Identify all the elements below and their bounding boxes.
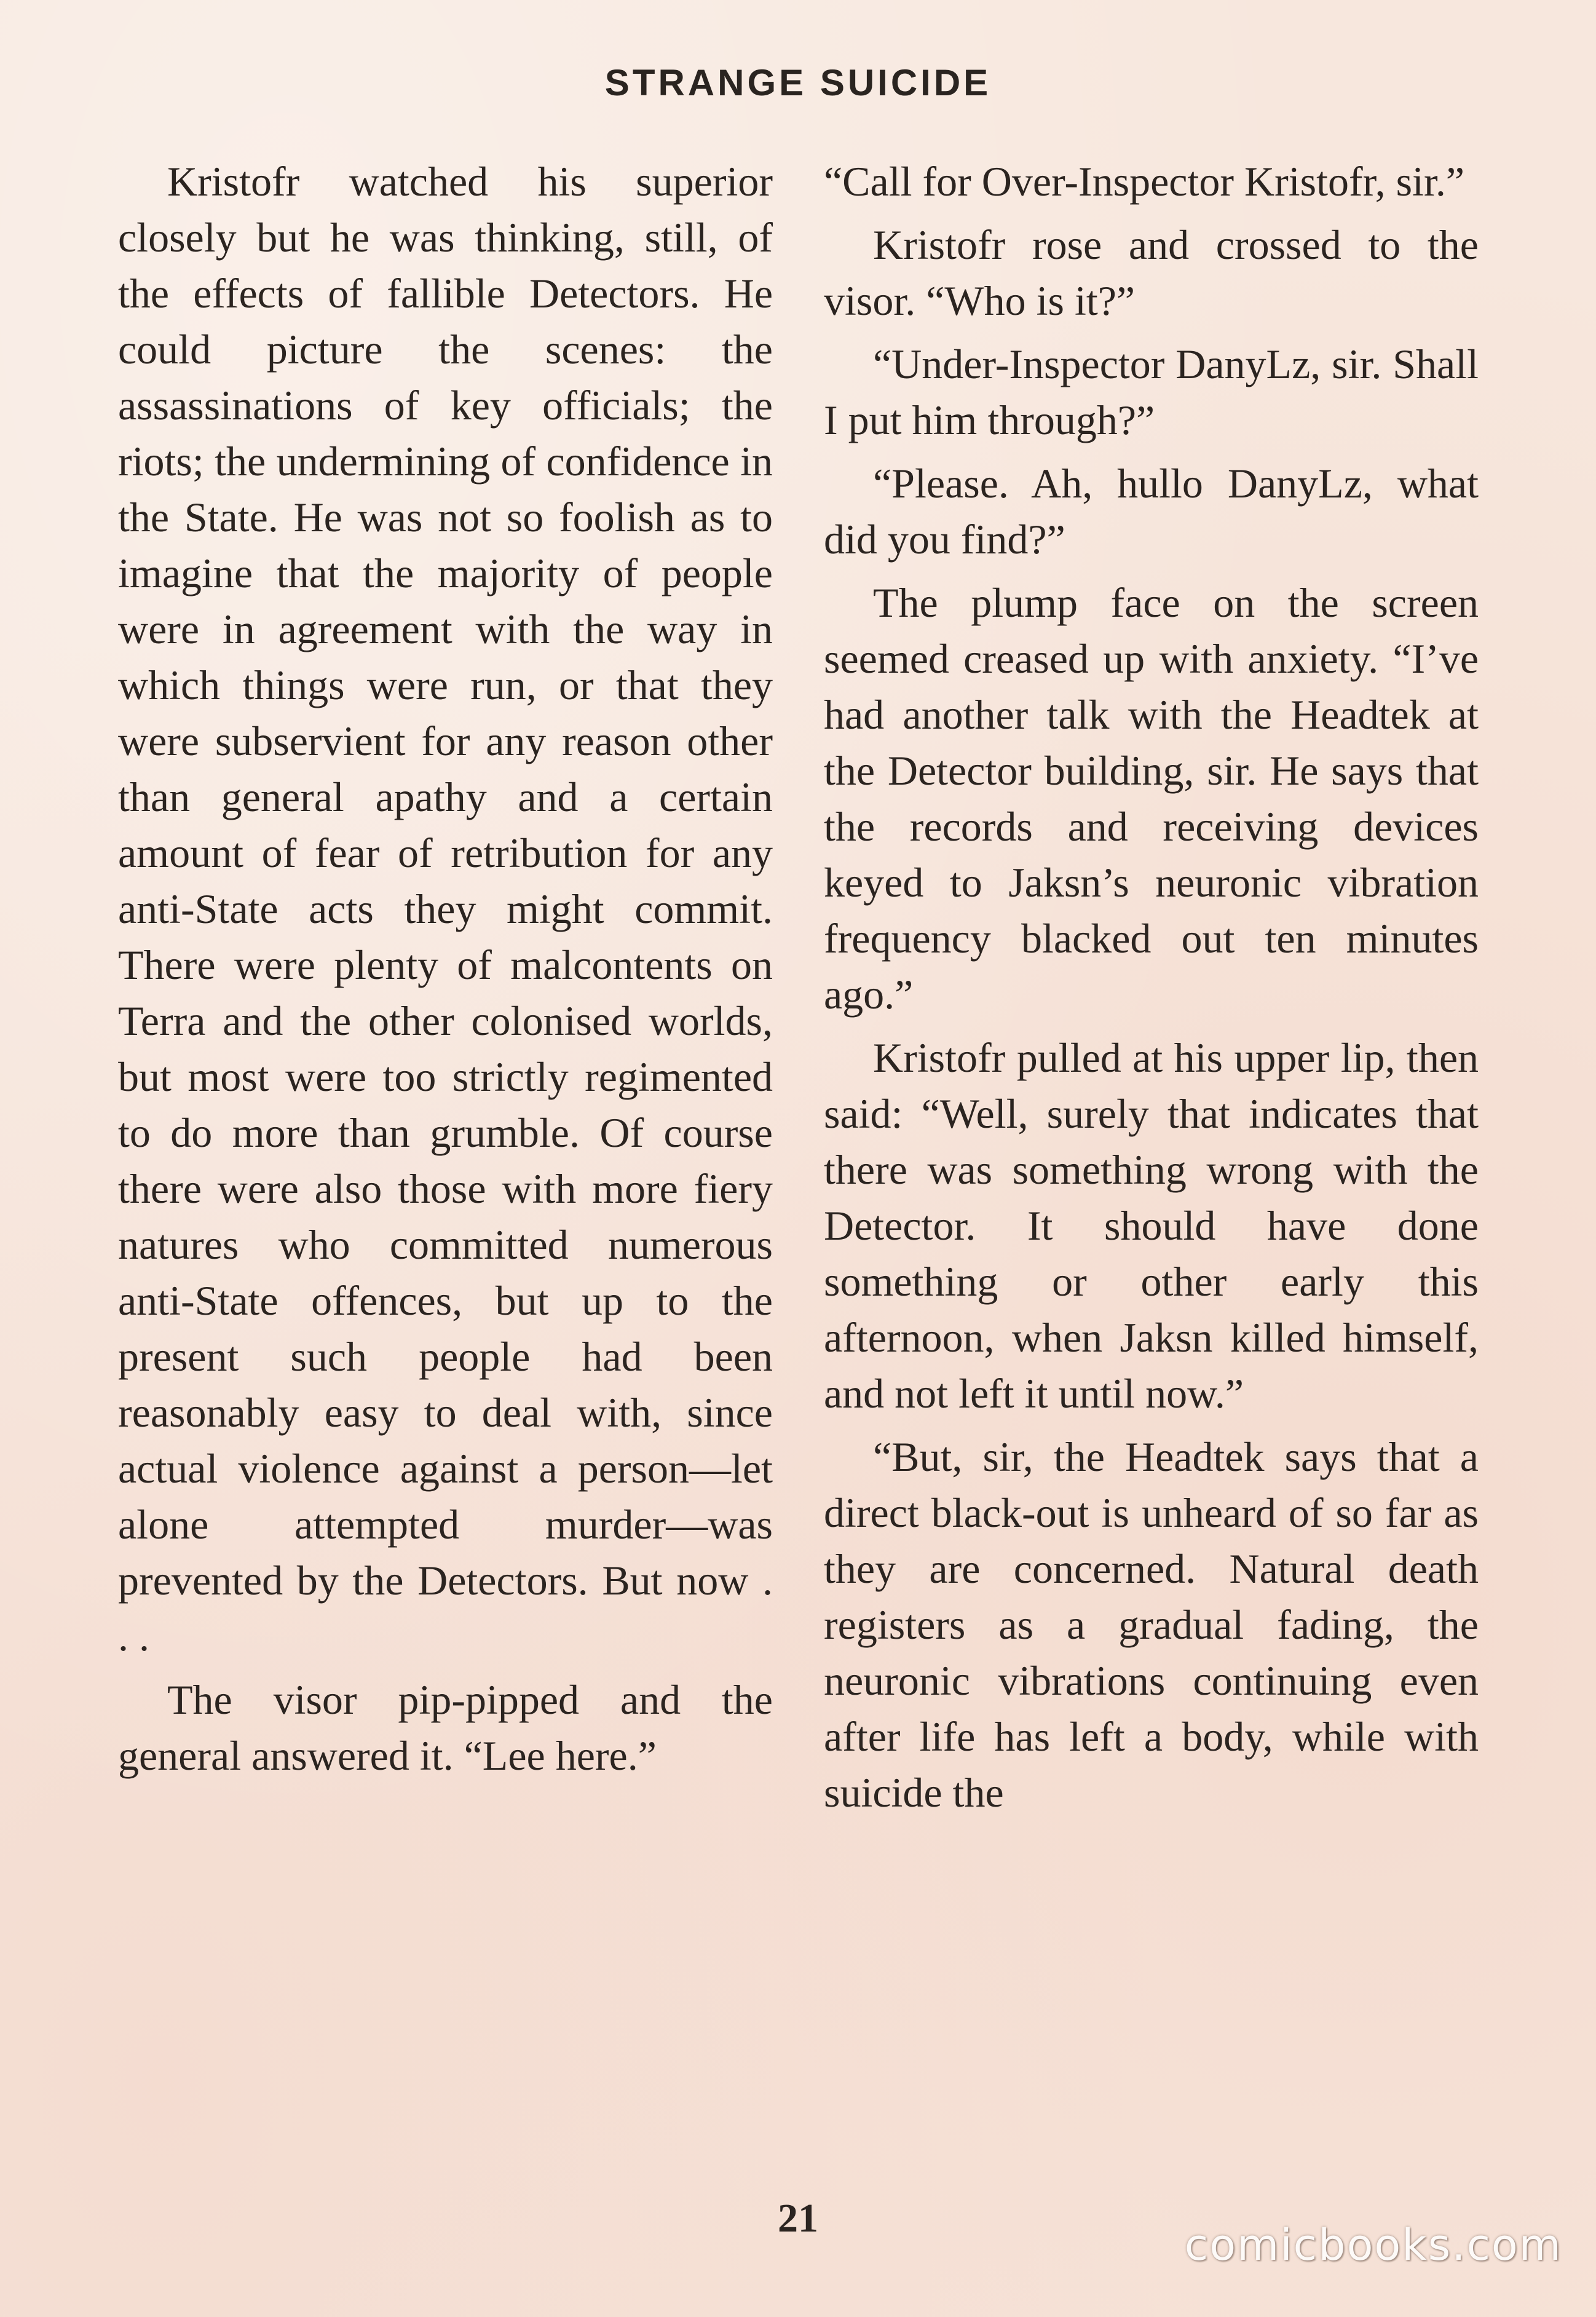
paragraph: The plump face on the screen seemed creased up with anxiety. “I’ve had another talk with the Headtek at the Detector building, sir. He says that the records and receiving devices keyed to Jaksn’s neuronic vibration frequency blacked out ten minutes ago.” — [824, 579, 1479, 1018]
paragraph: “Call for Over-Inspector Kristofr, sir.” — [824, 158, 1465, 205]
paragraph: Kristofr pulled at his upper lip, then said: “Well, surely that indicates that there was something wrong with the Detector. It should have done something or other early this afternoon, when Jaksn killed himself, and not left it until now.” — [824, 1034, 1479, 1417]
paragraph: “But, sir, the Headtek says that a direct black-out is unheard of so far as they are concerned. Natural death registers as a gradual fading, the neuronic vibrations continuing even after life has left a body, while with suicide the — [824, 1433, 1479, 1816]
paragraph: “Under-Inspector DanyLz, sir. Shall I put him through?” — [824, 341, 1479, 443]
paragraph: Kristofr rose and crossed to the visor. “Who is it?” — [824, 221, 1479, 324]
paragraph: The visor pip-pipped and the general answered it. “Lee here.” — [118, 1676, 773, 1779]
paragraph: “Please. Ah, hullo DanyLz, what did you find?” — [824, 460, 1479, 563]
page-number: 21 — [778, 2196, 818, 2241]
paragraph: Kristofr watched his superior closely but he was thinking, still, of the effects of fallible Detectors. He could picture the scenes: the assassinations of key officials; the riots; the undermining of confidence in the State. He was not so foolish as to imagine that the majority of people were in agreement with the way in which things were run, or that they were subservient for any reason other than general apathy and a certain amount of fear of retribution for any anti-State acts they might commit. There were plenty of malcontents on Terra and the other colonised worlds, but most were too strictly regimented to do more than grumble. Of course there were also those with more fiery natures who committed numerous anti-State offences, but up to the present such people had been reasonably easy to deal with, since actual violence against a person—let alone attempted murder—was prevented by the Detectors. But now . . . — [118, 158, 773, 1660]
left-column — [118, 154, 773, 1791]
watermark: comicbooks.com — [1184, 2220, 1562, 2270]
right-column — [824, 154, 1479, 1828]
running-head: STRANGE SUICIDE — [604, 62, 992, 103]
